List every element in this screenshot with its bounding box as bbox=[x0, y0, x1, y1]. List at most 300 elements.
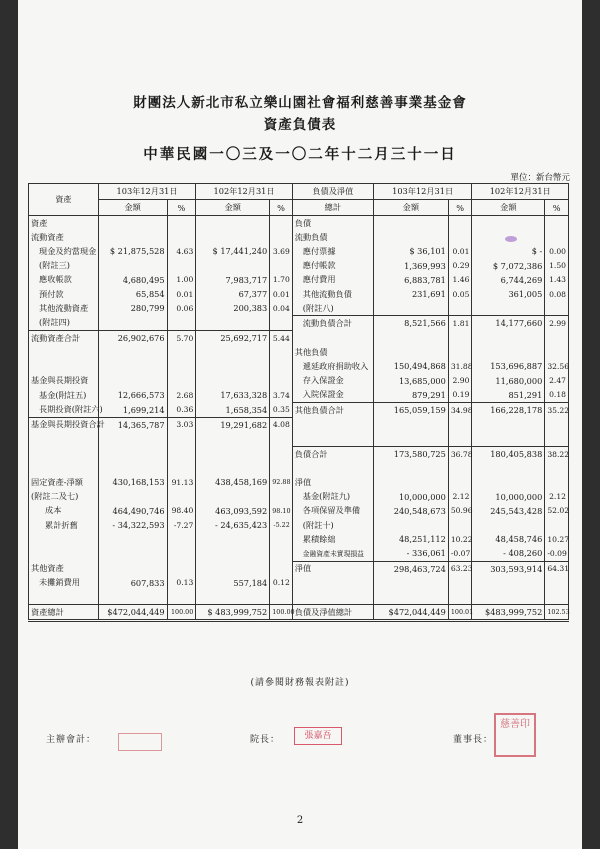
left-amount-cell: 25,692,717 bbox=[196, 331, 270, 346]
left-item-label: 固定資產-淨額 bbox=[29, 475, 99, 489]
left-item-label: 未攤銷費用 bbox=[29, 576, 99, 590]
right-amount-cell: 48,458,746 bbox=[472, 532, 545, 546]
left-amount-cell bbox=[98, 374, 167, 388]
left-percent-cell: 3.69 bbox=[270, 244, 293, 258]
left-percent-cell: 100.00 bbox=[167, 605, 196, 621]
right-item-label bbox=[292, 331, 373, 346]
right-item-label bbox=[292, 432, 373, 447]
right-item-label: 流動負債合計 bbox=[292, 316, 373, 331]
table-row bbox=[29, 475, 569, 489]
accountant-signature: 主辦會計： bbox=[46, 735, 97, 745]
left-percent-cell: 0.04 bbox=[270, 301, 293, 316]
left-percent-cell: 98.10 bbox=[270, 504, 293, 518]
right-amount-cell bbox=[472, 230, 545, 244]
right-percent-cell: 0.18 bbox=[545, 388, 569, 403]
left-amount-cell bbox=[98, 230, 167, 244]
left-percent-cell: 3.74 bbox=[270, 388, 293, 403]
table-row bbox=[29, 374, 569, 388]
footnote: (請參閱財務報表附註) bbox=[250, 678, 350, 688]
left-amount-cell bbox=[196, 216, 270, 231]
left-item-label: 長期投資(附註六) bbox=[29, 402, 99, 417]
right-percent-cell bbox=[545, 417, 569, 432]
left-percent-cell: 5.44 bbox=[270, 331, 293, 346]
left-percent-cell bbox=[167, 532, 196, 546]
left-item-label: 現金及約當現金 bbox=[29, 244, 99, 258]
left-amount-cell: 463,093,592 bbox=[196, 504, 270, 518]
left-item-label: 累計折舊 bbox=[29, 518, 99, 532]
left-percent-cell bbox=[167, 359, 196, 373]
right-percent-cell bbox=[545, 518, 569, 532]
right-amount-cell: 6,883,781 bbox=[373, 273, 448, 287]
right-percent-cell: 32.56 bbox=[545, 359, 569, 373]
right-amount-cell bbox=[373, 576, 448, 590]
table-row bbox=[29, 388, 569, 403]
right-percent-cell: 0.01 bbox=[448, 244, 472, 258]
right-percent-cell bbox=[448, 216, 472, 231]
right-percent-cell: 2.90 bbox=[448, 374, 472, 388]
right-percent-cell: 63.23 bbox=[448, 561, 472, 576]
left-percent-cell bbox=[270, 316, 293, 331]
right-amount-cell bbox=[373, 301, 448, 316]
left-percent-cell: 5.70 bbox=[167, 331, 196, 346]
right-amount-cell bbox=[373, 475, 448, 489]
page-number: 2 bbox=[296, 815, 304, 826]
right-item-label bbox=[292, 417, 373, 432]
left-amount-cell: 17,633,328 bbox=[196, 388, 270, 403]
table-row bbox=[29, 432, 569, 447]
director-stamp: 張嘉吾 bbox=[294, 727, 342, 745]
pct-header: % bbox=[167, 200, 196, 216]
right-item-label bbox=[292, 590, 373, 605]
left-amount-cell bbox=[98, 590, 167, 605]
right-percent-cell bbox=[545, 345, 569, 359]
left-amount-cell bbox=[196, 359, 270, 373]
right-item-label bbox=[292, 576, 373, 590]
assets-103-header: 103年12月31日 bbox=[98, 184, 196, 200]
left-percent-cell: 100.00 bbox=[270, 605, 293, 621]
left-item-label: 資產 bbox=[29, 216, 99, 231]
left-amount-cell: $472,044,449 bbox=[98, 605, 167, 621]
right-item-label: 其他負債 bbox=[292, 345, 373, 359]
right-percent-cell: 10.27 bbox=[545, 532, 569, 546]
right-percent-cell bbox=[448, 590, 472, 605]
table-row bbox=[29, 417, 569, 432]
left-amount-cell bbox=[98, 432, 167, 447]
left-amount-cell: 200,383 bbox=[196, 301, 270, 316]
right-percent-cell bbox=[448, 475, 472, 489]
table-row bbox=[29, 518, 569, 532]
left-item-label bbox=[29, 590, 99, 605]
left-amount-cell: 430,168,153 bbox=[98, 475, 167, 489]
right-amount-cell: 303,593,914 bbox=[472, 561, 545, 576]
right-percent-cell bbox=[545, 475, 569, 489]
left-percent-cell: 0.06 bbox=[167, 301, 196, 316]
left-amount-cell: 7,983,717 bbox=[196, 273, 270, 287]
right-amount-cell: 240,548,673 bbox=[373, 504, 448, 518]
pct-header: % bbox=[448, 200, 472, 216]
left-percent-cell: 1.70 bbox=[270, 273, 293, 287]
left-percent-cell bbox=[167, 374, 196, 388]
left-amount-cell: 1,699,214 bbox=[98, 402, 167, 417]
left-amount-cell bbox=[196, 432, 270, 447]
right-amount-cell: 173,580,725 bbox=[373, 447, 448, 462]
right-percent-cell bbox=[545, 230, 569, 244]
right-percent-cell: 1.50 bbox=[545, 259, 569, 273]
right-amount-cell bbox=[373, 417, 448, 432]
assets-header: 資產 bbox=[29, 184, 99, 216]
table-row bbox=[29, 259, 569, 273]
left-item-label: 基金與長期投資合計 bbox=[29, 417, 99, 432]
right-item-label: 應付帳款 bbox=[292, 259, 373, 273]
right-amount-cell: 14,177,660 bbox=[472, 316, 545, 331]
liab-total-header: 總計 bbox=[292, 200, 373, 216]
left-percent-cell bbox=[270, 359, 293, 373]
table-row bbox=[29, 230, 569, 244]
right-item-label: 應付票據 bbox=[292, 244, 373, 258]
right-amount-cell: 1,369,993 bbox=[373, 259, 448, 273]
table-row bbox=[29, 447, 569, 462]
right-item-label bbox=[292, 461, 373, 475]
right-amount-cell bbox=[373, 590, 448, 605]
left-percent-cell bbox=[270, 461, 293, 475]
table-row bbox=[29, 504, 569, 518]
right-percent-cell bbox=[545, 301, 569, 316]
right-percent-cell bbox=[448, 230, 472, 244]
left-item-label bbox=[29, 461, 99, 475]
left-percent-cell bbox=[270, 546, 293, 561]
right-amount-cell: 10,000,000 bbox=[472, 490, 545, 504]
table-row bbox=[29, 287, 569, 301]
right-amount-cell: 11,680,000 bbox=[472, 374, 545, 388]
left-amount-cell: 26,902,676 bbox=[98, 331, 167, 346]
right-percent-cell bbox=[545, 331, 569, 346]
right-amount-cell: 180,405,838 bbox=[472, 447, 545, 462]
right-amount-cell bbox=[472, 216, 545, 231]
right-amount-cell bbox=[472, 518, 545, 532]
right-amount-cell: 879,291 bbox=[373, 388, 448, 403]
right-percent-cell bbox=[448, 576, 472, 590]
left-percent-cell bbox=[167, 432, 196, 447]
left-percent-cell: 3.03 bbox=[167, 417, 196, 432]
left-amount-cell: 1,658,354 bbox=[196, 402, 270, 417]
table-row bbox=[29, 546, 569, 561]
right-amount-cell bbox=[472, 301, 545, 316]
left-percent-cell: 4.63 bbox=[167, 244, 196, 258]
table-row bbox=[29, 316, 569, 331]
left-amount-cell bbox=[98, 359, 167, 373]
right-item-label: 金融資產未實現損益 bbox=[292, 546, 373, 561]
table-row bbox=[29, 461, 569, 475]
right-percent-cell bbox=[448, 518, 472, 532]
right-amount-cell bbox=[373, 461, 448, 475]
liab-103-header: 103年12月31日 bbox=[373, 184, 472, 200]
left-percent-cell bbox=[270, 490, 293, 504]
left-amount-cell: 65,854 bbox=[98, 287, 167, 301]
left-item-label bbox=[29, 532, 99, 546]
right-percent-cell: 50.96 bbox=[448, 504, 472, 518]
header-row-2 bbox=[29, 200, 569, 216]
right-percent-cell: 100.01 bbox=[448, 605, 472, 621]
left-item-label bbox=[29, 447, 99, 462]
left-item-label bbox=[29, 432, 99, 447]
right-item-label: 其他負債合計 bbox=[292, 402, 373, 417]
left-percent-cell: 4.08 bbox=[270, 417, 293, 432]
left-percent-cell bbox=[167, 316, 196, 331]
table-row bbox=[29, 576, 569, 590]
right-amount-cell bbox=[373, 345, 448, 359]
right-amount-cell bbox=[373, 432, 448, 447]
right-amount-cell: $483,999,752 bbox=[472, 605, 545, 621]
right-percent-cell bbox=[545, 590, 569, 605]
left-percent-cell: -5.22 bbox=[270, 518, 293, 532]
right-item-label: (附註十) bbox=[292, 518, 373, 532]
right-percent-cell bbox=[448, 301, 472, 316]
left-item-label: 基金(附註五) bbox=[29, 388, 99, 403]
left-amount-cell: - 34,322,593 bbox=[98, 518, 167, 532]
left-amount-cell bbox=[98, 316, 167, 331]
right-percent-cell: 35.22 bbox=[545, 402, 569, 417]
left-amount-cell bbox=[196, 259, 270, 273]
left-amount-cell bbox=[98, 345, 167, 359]
left-amount-cell bbox=[98, 461, 167, 475]
right-percent-cell: 1.81 bbox=[448, 316, 472, 331]
right-percent-cell: 38.22 bbox=[545, 447, 569, 462]
right-amount-cell bbox=[472, 417, 545, 432]
right-amount-cell: 231,691 bbox=[373, 287, 448, 301]
left-percent-cell bbox=[270, 345, 293, 359]
left-percent-cell: 92.88 bbox=[270, 475, 293, 489]
right-percent-cell: 2.47 bbox=[545, 374, 569, 388]
right-amount-cell: $ 36,101 bbox=[373, 244, 448, 258]
accountant-stamp bbox=[118, 733, 162, 751]
left-amount-cell: 607,833 bbox=[98, 576, 167, 590]
right-amount-cell: $ 7,072,386 bbox=[472, 259, 545, 273]
left-percent-cell: 0.01 bbox=[270, 287, 293, 301]
left-amount-cell bbox=[98, 490, 167, 504]
right-percent-cell: 102.53 bbox=[545, 605, 569, 621]
header-row-1 bbox=[29, 184, 569, 200]
right-item-label: 淨值 bbox=[292, 475, 373, 489]
left-item-label bbox=[29, 345, 99, 359]
left-percent-cell: 0.01 bbox=[167, 287, 196, 301]
left-item-label: 資產總計 bbox=[29, 605, 99, 621]
right-item-label: 其他流動負債 bbox=[292, 287, 373, 301]
left-item-label: 成本 bbox=[29, 504, 99, 518]
left-amount-cell bbox=[196, 374, 270, 388]
table-row bbox=[29, 532, 569, 546]
left-percent-cell bbox=[270, 374, 293, 388]
organization-title: 財團法人新北市私立樂山園社會福利慈善事業基金會 bbox=[133, 95, 467, 111]
right-item-label: 基金(附註九) bbox=[292, 490, 373, 504]
left-amount-cell bbox=[196, 561, 270, 576]
left-percent-cell bbox=[167, 259, 196, 273]
amount-header: 金額 bbox=[472, 200, 545, 216]
table-body bbox=[29, 216, 569, 621]
right-percent-cell: 2.12 bbox=[448, 490, 472, 504]
left-percent-cell bbox=[167, 230, 196, 244]
assets-102-header: 102年12月31日 bbox=[196, 184, 292, 200]
left-amount-cell: - 24,635,423 bbox=[196, 518, 270, 532]
right-percent-cell: -0.07 bbox=[448, 546, 472, 561]
right-item-label: 遞延政府捐助收入 bbox=[292, 359, 373, 373]
right-amount-cell bbox=[472, 461, 545, 475]
left-amount-cell: 19,291,682 bbox=[196, 417, 270, 432]
left-item-label: 預付款 bbox=[29, 287, 99, 301]
right-item-label: (附註八) bbox=[292, 301, 373, 316]
right-item-label: 應付費用 bbox=[292, 273, 373, 287]
right-percent-cell: 34.98 bbox=[448, 402, 472, 417]
left-amount-cell bbox=[98, 532, 167, 546]
right-amount-cell bbox=[373, 331, 448, 346]
liab-header: 負債及淨值 bbox=[292, 184, 373, 200]
left-percent-cell bbox=[167, 561, 196, 576]
left-amount-cell bbox=[196, 461, 270, 475]
right-percent-cell: -0.09 bbox=[545, 546, 569, 561]
left-item-label: (附註二及七) bbox=[29, 490, 99, 504]
left-amount-cell bbox=[196, 345, 270, 359]
right-item-label: 負債 bbox=[292, 216, 373, 231]
left-percent-cell bbox=[270, 447, 293, 462]
table-row bbox=[29, 244, 569, 258]
left-amount-cell bbox=[196, 447, 270, 462]
left-item-label: 基金與長期投資 bbox=[29, 374, 99, 388]
right-amount-cell: $ - bbox=[472, 244, 545, 258]
amount-header: 金額 bbox=[196, 200, 270, 216]
right-percent-cell: 36.78 bbox=[448, 447, 472, 462]
statement-date: 中華民國一〇三及一〇二年十二月三十一日 bbox=[143, 146, 457, 163]
left-percent-cell bbox=[167, 590, 196, 605]
right-percent-cell: 2.99 bbox=[545, 316, 569, 331]
right-percent-cell bbox=[448, 331, 472, 346]
right-percent-cell: 1.46 bbox=[448, 273, 472, 287]
chairman-signature: 董事長： bbox=[453, 735, 494, 745]
table-row bbox=[29, 359, 569, 373]
director-signature: 院長： bbox=[250, 735, 281, 745]
right-item-label: 流動負債 bbox=[292, 230, 373, 244]
left-amount-cell bbox=[196, 316, 270, 331]
left-percent-cell: 98.40 bbox=[167, 504, 196, 518]
left-percent-cell: 91.13 bbox=[167, 475, 196, 489]
right-amount-cell: 165,059,159 bbox=[373, 402, 448, 417]
right-percent-cell bbox=[448, 417, 472, 432]
left-amount-cell: 557,184 bbox=[196, 576, 270, 590]
balance-sheet-table bbox=[28, 183, 569, 622]
left-amount-cell: $ 483,999,752 bbox=[196, 605, 270, 621]
left-item-label: 流動資產合計 bbox=[29, 331, 99, 346]
right-item-label: 負債合計 bbox=[292, 447, 373, 462]
right-percent-cell: 10.22 bbox=[448, 532, 472, 546]
left-percent-cell: -7.27 bbox=[167, 518, 196, 532]
left-percent-cell bbox=[270, 561, 293, 576]
left-percent-cell bbox=[270, 432, 293, 447]
table-row bbox=[29, 490, 569, 504]
right-percent-cell: 64.31 bbox=[545, 561, 569, 576]
left-amount-cell: 67,377 bbox=[196, 287, 270, 301]
left-item-label: (附註三) bbox=[29, 259, 99, 273]
right-amount-cell: - 336,061 bbox=[373, 546, 448, 561]
left-percent-cell: 1.00 bbox=[167, 273, 196, 287]
right-amount-cell bbox=[472, 590, 545, 605]
table-row bbox=[29, 561, 569, 576]
left-percent-cell bbox=[270, 532, 293, 546]
right-item-label: 存入保證金 bbox=[292, 374, 373, 388]
left-percent-cell bbox=[167, 546, 196, 561]
left-percent-cell bbox=[167, 345, 196, 359]
right-amount-cell: 13,685,000 bbox=[373, 374, 448, 388]
right-percent-cell bbox=[545, 216, 569, 231]
left-amount-cell bbox=[196, 490, 270, 504]
chairman-seal-text: 慈善印 bbox=[500, 719, 530, 730]
right-percent-cell: 2.12 bbox=[545, 490, 569, 504]
right-percent-cell bbox=[448, 432, 472, 447]
right-amount-cell: 361,005 bbox=[472, 287, 545, 301]
amount-header: 金額 bbox=[98, 200, 167, 216]
right-amount-cell: 48,251,112 bbox=[373, 532, 448, 546]
left-amount-cell bbox=[98, 259, 167, 273]
right-amount-cell: 150,494,868 bbox=[373, 359, 448, 373]
right-amount-cell: 6,744,269 bbox=[472, 273, 545, 287]
left-amount-cell bbox=[98, 447, 167, 462]
table-row bbox=[29, 216, 569, 231]
left-amount-cell bbox=[98, 546, 167, 561]
right-amount-cell bbox=[373, 216, 448, 231]
left-percent-cell: 0.13 bbox=[167, 576, 196, 590]
right-percent-cell: 0.19 bbox=[448, 388, 472, 403]
left-percent-cell bbox=[270, 259, 293, 273]
left-percent-cell: 2.68 bbox=[167, 388, 196, 403]
right-percent-cell: 31.88 bbox=[448, 359, 472, 373]
left-percent-cell bbox=[167, 447, 196, 462]
right-amount-cell bbox=[472, 331, 545, 346]
left-amount-cell: 4,680,495 bbox=[98, 273, 167, 287]
right-amount-cell: 10,000,000 bbox=[373, 490, 448, 504]
table-row bbox=[29, 331, 569, 346]
left-percent-cell: 0.36 bbox=[167, 402, 196, 417]
currency-unit: 單位：新台幣元 bbox=[510, 173, 570, 183]
left-percent-cell bbox=[167, 490, 196, 504]
right-item-label: 淨值 bbox=[292, 561, 373, 576]
left-amount-cell: 438,458,169 bbox=[196, 475, 270, 489]
right-amount-cell: 8,521,566 bbox=[373, 316, 448, 331]
liab-102-header: 102年12月31日 bbox=[472, 184, 569, 200]
right-amount-cell bbox=[373, 518, 448, 532]
left-amount-cell bbox=[196, 546, 270, 561]
table-row bbox=[29, 402, 569, 417]
right-percent-cell bbox=[545, 432, 569, 447]
left-item-label: 流動資產 bbox=[29, 230, 99, 244]
amount-header: 金額 bbox=[373, 200, 448, 216]
pct-header: % bbox=[545, 200, 569, 216]
left-item-label bbox=[29, 546, 99, 561]
right-amount-cell bbox=[472, 475, 545, 489]
left-amount-cell: 12,666,573 bbox=[98, 388, 167, 403]
right-amount-cell: 298,463,724 bbox=[373, 561, 448, 576]
left-amount-cell: 14,365,787 bbox=[98, 417, 167, 432]
left-percent-cell: 0.35 bbox=[270, 402, 293, 417]
left-percent-cell bbox=[270, 230, 293, 244]
right-percent-cell bbox=[545, 576, 569, 590]
right-amount-cell: 166,228,178 bbox=[472, 402, 545, 417]
right-percent-cell: 1.43 bbox=[545, 273, 569, 287]
left-percent-cell bbox=[167, 461, 196, 475]
left-amount-cell: $ 21,875,528 bbox=[98, 244, 167, 258]
left-amount-cell: $ 17,441,240 bbox=[196, 244, 270, 258]
right-amount-cell: - 408,260 bbox=[472, 546, 545, 561]
table-row bbox=[29, 590, 569, 605]
right-amount-cell bbox=[373, 230, 448, 244]
left-amount-cell: 464,490,746 bbox=[98, 504, 167, 518]
right-amount-cell bbox=[472, 576, 545, 590]
